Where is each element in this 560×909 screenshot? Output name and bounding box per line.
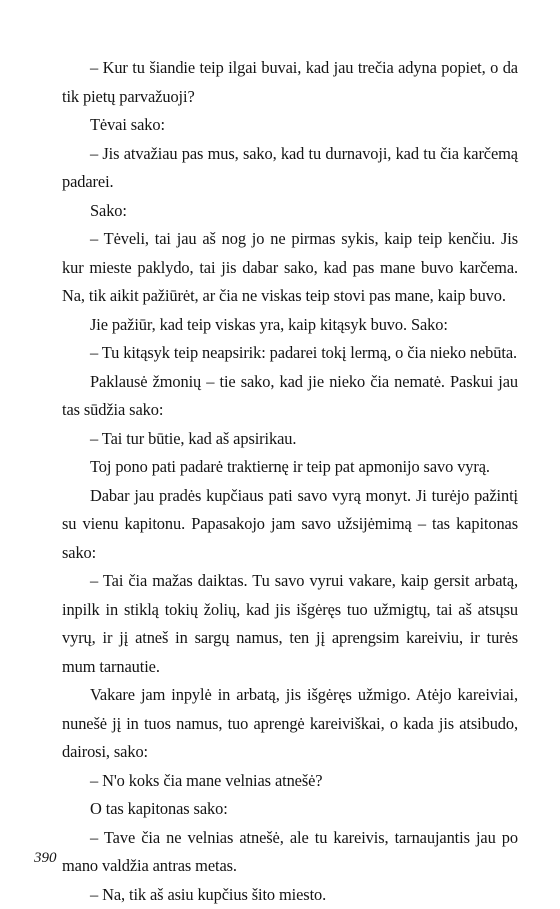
- paragraph: Vakare jam inpylė in arbatą, jis išgėręs užmigo. Atėjo kareiviai, nunešė jį in tuos namus, tuo aprengė kareiviškai, o kada jis atsibudo, dairosi, sako:: [62, 681, 518, 767]
- paragraph: – Tu kitąsyk teip neapsirik: padarei tokį lermą, o čia nieko nebūta.: [62, 339, 518, 368]
- paragraph: Toj pono pati padarė traktiernę ir teip pat apmonijo savo vyrą.: [62, 453, 518, 482]
- paragraph: – Tai čia mažas daiktas. Tu savo vyrui vakare, kaip gersit arbatą, inpilk in stiklą tokių žolių, kad jis išgėręs tuo užmigtų, tai aš atsųsu vyrų, ir jį atneš in sargų namus, ten jį aprengsim kareiviu, ir turės mum tarnautie.: [62, 567, 518, 681]
- paragraph: – Tai tur būtie, kad aš apsirikau.: [62, 425, 518, 454]
- paragraph: Tėvai sako:: [62, 111, 518, 140]
- paragraph: Paklausė žmonių – tie sako, kad jie nieko čia nematė. Paskui jau tas sūdžia sako:: [62, 368, 518, 425]
- paragraph: O tas kapitonas sako:: [62, 795, 518, 824]
- paragraph: – Tėveli, tai jau aš nog jo ne pirmas sykis, kaip teip kenčiu. Jis kur mieste paklydo, tai jis dabar sako, kad pas mane buvo karčema. Na, tik aikit pažiūrėt, ar čia ne viskas teip stovi pas mane, kaip buvo.: [62, 225, 518, 311]
- paragraph: – Jis atvažiau pas mus, sako, kad tu durnavoji, kad tu čia karčemą padarei.: [62, 140, 518, 197]
- paragraph: Dabar jau pradės kupčiaus pati savo vyrą monyt. Ji turėjo pažintį su vienu kapitonu. Papasakojo jam savo užsijėmimą – tas kapitonas sako:: [62, 482, 518, 568]
- paragraph: – Tave čia ne velnias atnešė, ale tu kareivis, tarnaujantis jau po mano valdžia antras metas.: [62, 824, 518, 881]
- paragraph: – N'o koks čia mane velnias atnešė?: [62, 767, 518, 796]
- paragraph: – Na, tik aš asiu kupčius šito miesto.: [62, 881, 518, 909]
- body-text: [62, 54, 518, 909]
- paragraph: Jie pažiūr, kad teip viskas yra, kaip kitąsyk buvo. Sako:: [62, 311, 518, 340]
- paragraph: Sako:: [62, 197, 518, 226]
- page-number: 390: [34, 850, 57, 867]
- paragraph: – Kur tu šiandie teip ilgai buvai, kad jau trečia adyna popiet, o da tik pietų parvažuoji?: [62, 54, 518, 111]
